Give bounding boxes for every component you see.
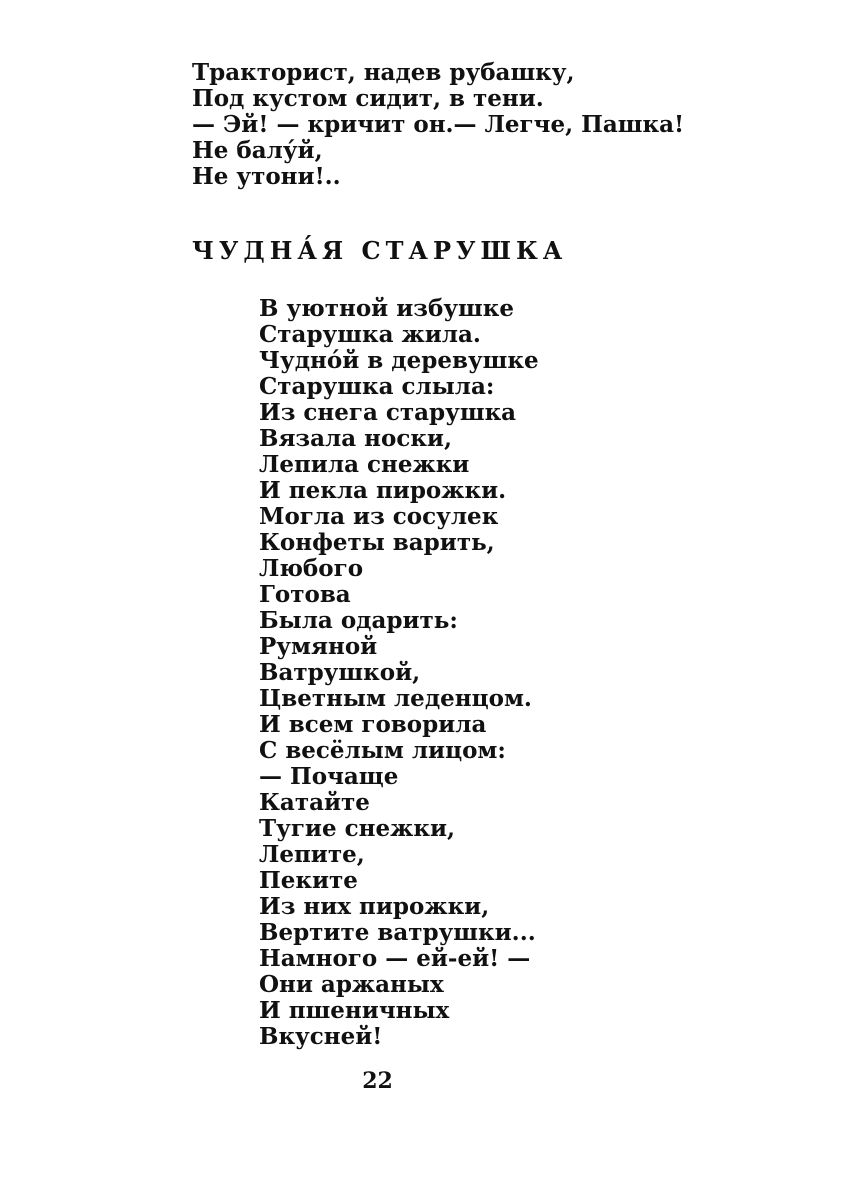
poem-line: Ватрушкой, [259, 659, 421, 686]
poem-line: Была одарить: [259, 607, 458, 634]
poem-line: Цветным леденцом. [259, 685, 532, 712]
poem-line: Вкусней! [259, 1023, 383, 1050]
poem-line: — Почаще [259, 763, 399, 790]
poem-line: Из них пирожки, [259, 893, 490, 920]
poem-line: В уютной избушке [259, 295, 515, 322]
poem-title: ЧУДНА́Я СТАРУШКА [192, 236, 568, 265]
poem-line: Лепите, [259, 841, 365, 868]
poem-line: Пеките [259, 867, 358, 894]
poem-line: Вертите ватрушки... [259, 919, 536, 946]
stanza-line: Тракторист, надев рубашку, [192, 59, 575, 86]
previous-poem-stanza [192, 60, 684, 190]
poem-line: Из снега старушка [259, 399, 517, 426]
poem-line: Румяной [259, 633, 378, 660]
poem-line: Намного — ей-ей! — [259, 945, 531, 972]
poem-line: Готова [259, 581, 351, 608]
poem-line: Могла из сосулек [259, 503, 499, 530]
poem-line: И всем говорила [259, 711, 487, 738]
poem-line: С весёлым лицом: [259, 737, 506, 764]
poem-line: Вязала носки, [259, 425, 452, 452]
poem-line: Катайте [259, 789, 370, 816]
poem-line: Тугие снежки, [259, 815, 456, 842]
stanza-line: Не балу́й, [192, 137, 323, 164]
poem-body [259, 296, 539, 1050]
stanza-line: — Эй! — кричит он.— Легче, Пашка! [192, 111, 685, 138]
poem-line: Любого [259, 555, 364, 582]
poem-line: Конфеты варить, [259, 529, 495, 556]
poem-line: Чудно́й в деревушке [259, 347, 539, 374]
poem-line: И пекла пирожки. [259, 477, 507, 504]
poem-line: И пшеничных [259, 997, 450, 1024]
poem-line: Лепила снежки [259, 451, 470, 478]
stanza-line: Не утони!.. [192, 163, 341, 190]
page-number: 22 [362, 1068, 393, 1094]
poem-line: Они аржаных [259, 971, 444, 998]
poem-line: Старушка слыла: [259, 373, 495, 400]
poem-line: Старушка жила. [259, 321, 481, 348]
stanza-line: Под кустом сидит, в тени. [192, 85, 544, 112]
